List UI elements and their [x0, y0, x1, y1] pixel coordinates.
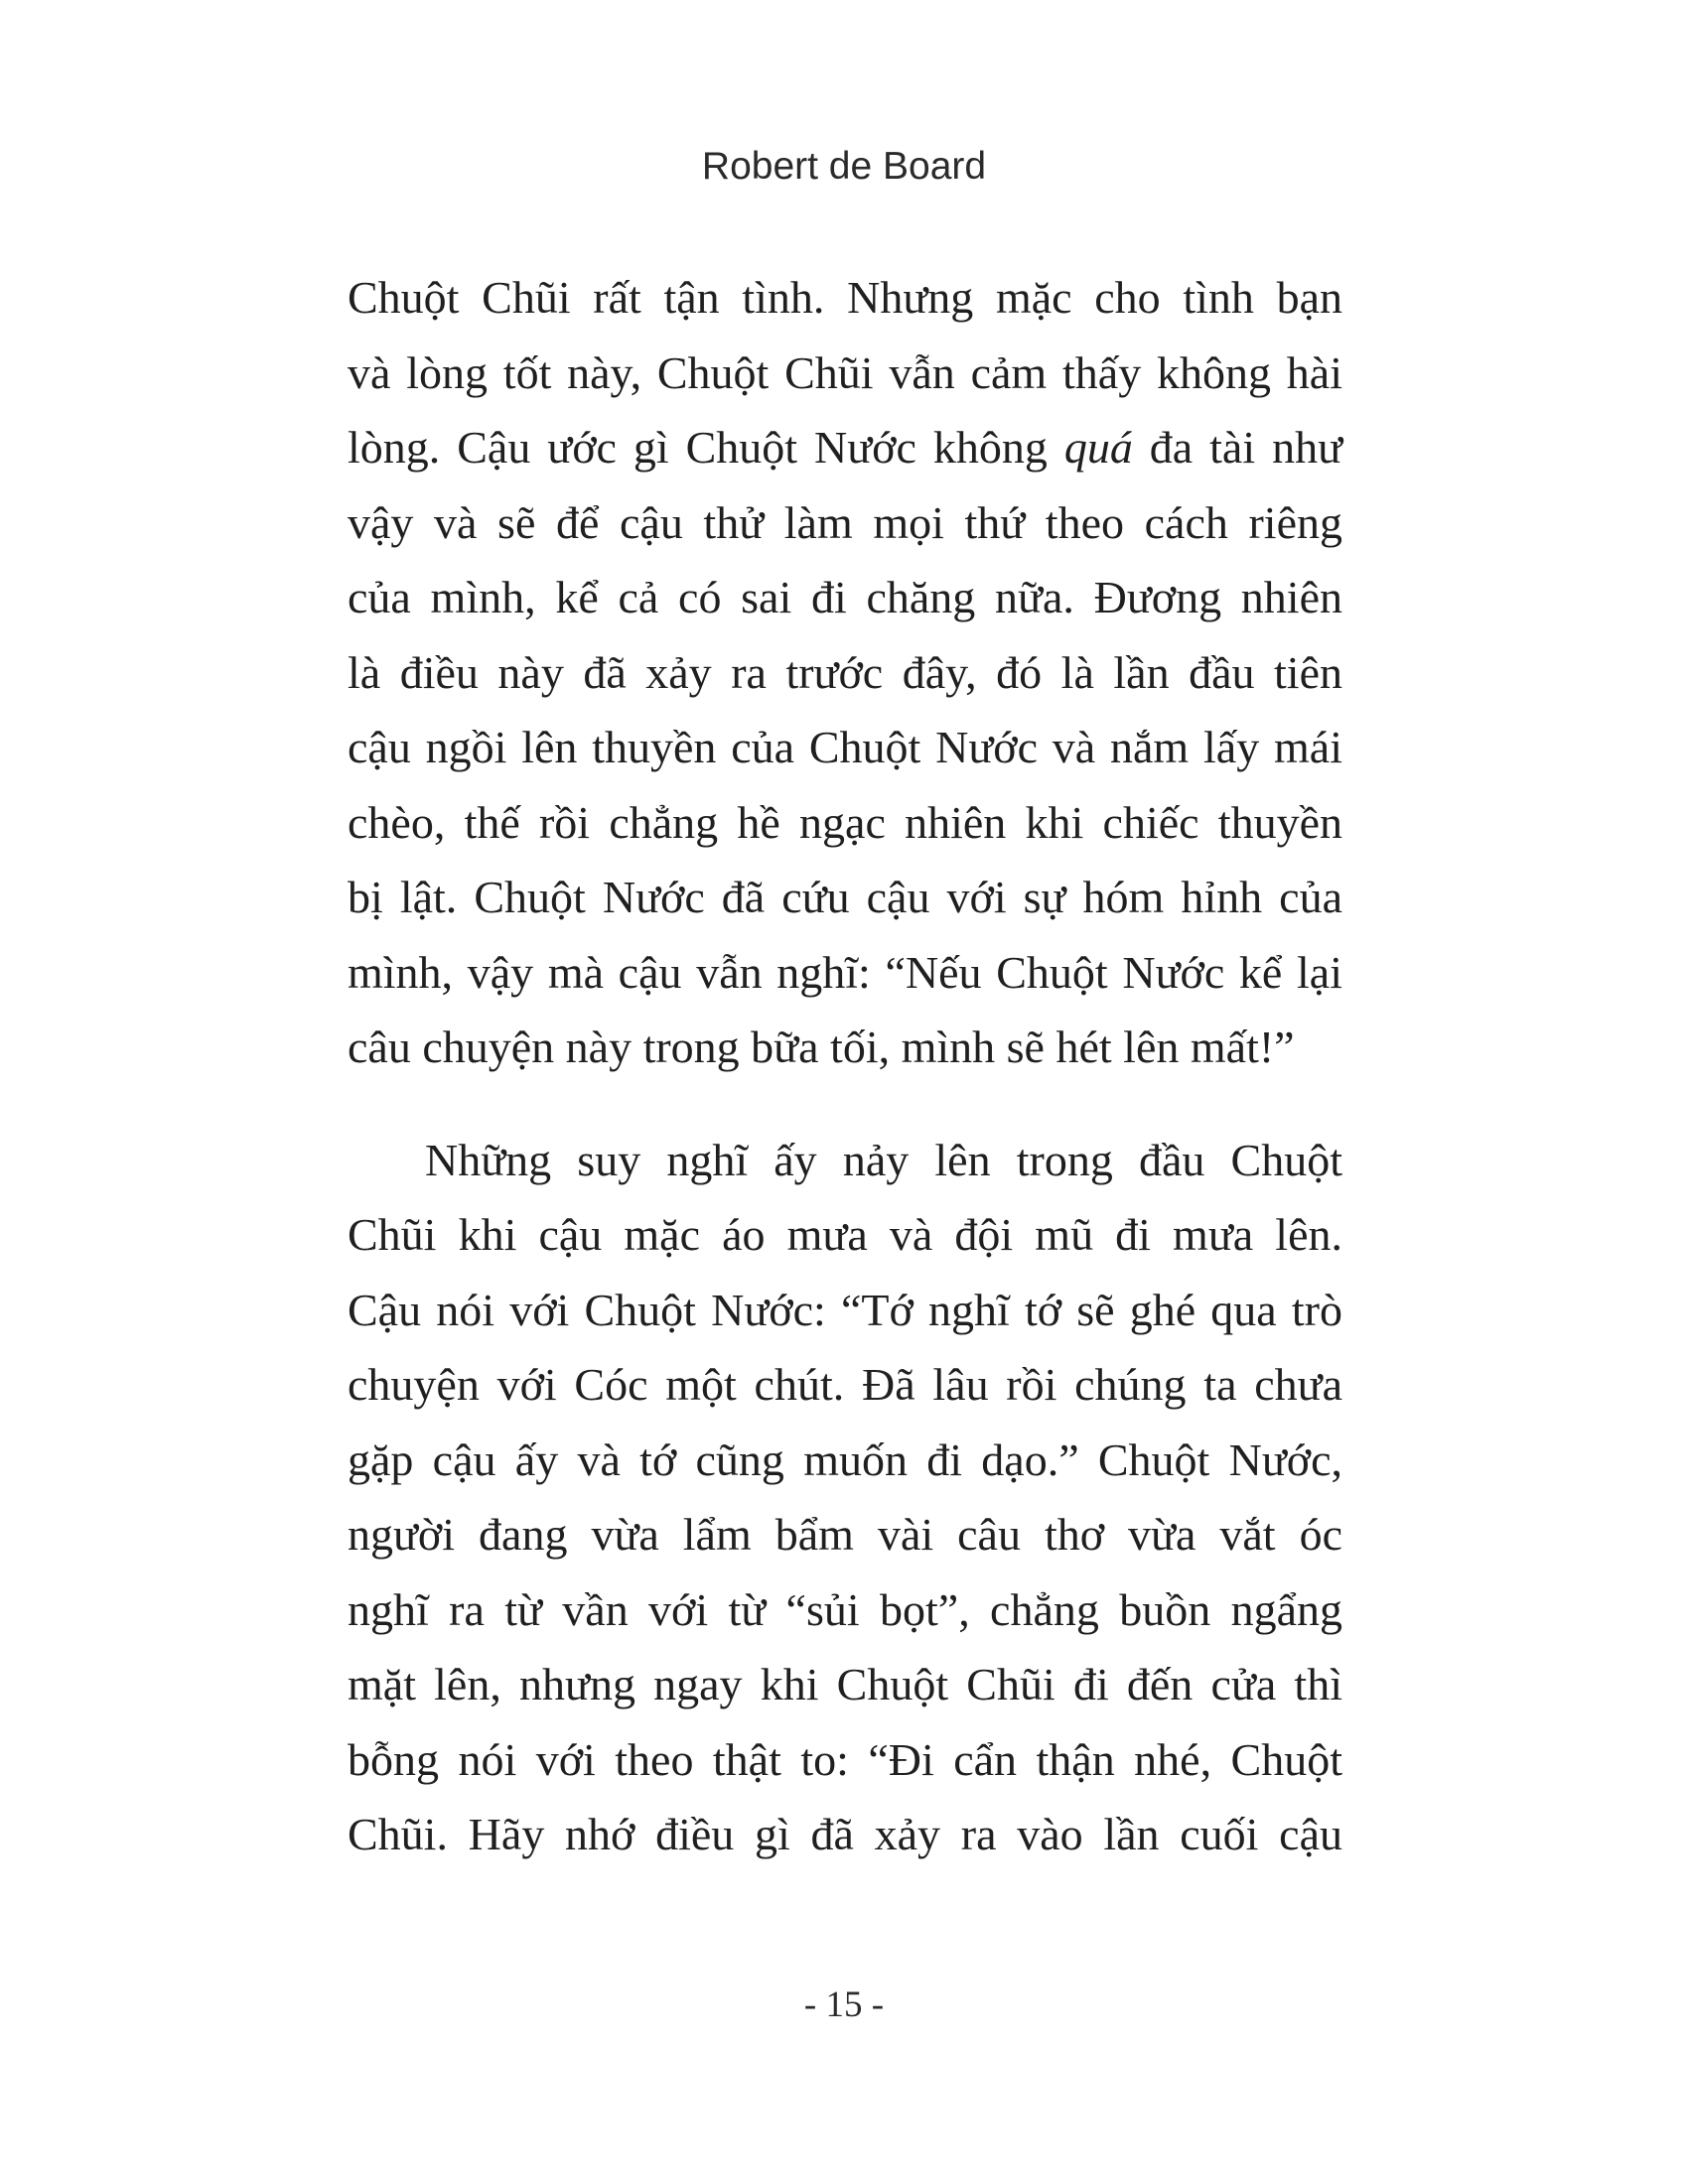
text-line: của mình, kể cả có sai đi chăng nữa. Đương nhiên	[348, 572, 1342, 622]
text-line: mình, vậy mà cậu vẫn nghĩ: “Nếu Chuột Nước kể lại	[348, 946, 1342, 998]
text-line: chuyện với Cóc một chút. Đã lâu rồi chúng ta chưa	[348, 1359, 1342, 1410]
text-line: nghĩ ra từ vần với từ “sủi bọt”, chẳng buồn ngẩng	[348, 1583, 1342, 1635]
text-line-with-emphasis	[348, 410, 1342, 485]
text-line: Cậu nói với Chuột Nước: “Tớ nghĩ tớ sẽ ghé qua trò	[348, 1284, 1342, 1335]
text-line: và lòng tốt này, Chuột Chũi vẫn cảm thấy không hài	[348, 346, 1342, 398]
text-line: gặp cậu ấy và tớ cũng muốn đi dạo.” Chuột Nước,	[348, 1433, 1342, 1485]
text-line: cậu ngồi lên thuyền của Chuột Nước và nắm lấy mái	[348, 722, 1342, 772]
text-line: bỗng nói với theo thật to: “Đi cẩn thận nhé, Chuột	[348, 1733, 1342, 1785]
paragraph-1	[348, 260, 1342, 1085]
text-run: lòng. Cậu ước gì Chuột Nước không	[348, 422, 1064, 473]
running-header-author: Robert de Board	[701, 145, 987, 188]
text-line: là điều này đã xảy ra trước đây, đó là lần đầu tiên	[348, 646, 1342, 698]
text-line: Những suy nghĩ ấy nảy lên trong đầu Chuột	[425, 1134, 1342, 1185]
text-line: người đang vừa lẩm bẩm vài câu thơ vừa vắt óc	[348, 1509, 1342, 1560]
paragraph-2	[348, 1123, 1342, 1872]
emphasized-word: quá	[1063, 422, 1133, 473]
text-line: Chũi khi cậu mặc áo mưa và đội mũ đi mưa lên.	[348, 1209, 1342, 1260]
text-line: mặt lên, nhưng ngay khi Chuột Chũi đi đến cửa thì	[348, 1659, 1342, 1709]
text-line: câu chuyện này trong bữa tối, mình sẽ hét lên mất!”	[348, 1022, 1295, 1072]
text-line: bị lật. Chuột Nước đã cứu cậu với sự hóm hỉnh của	[348, 872, 1342, 922]
text-line: Chũi. Hãy nhớ điều gì đã xảy ra vào lần cuối cậu	[348, 1809, 1342, 1859]
text-run: đa tài như	[1132, 422, 1342, 473]
text-line: chèo, thế rồi chẳng hề ngạc nhiên khi chiếc thuyền	[348, 796, 1342, 848]
page-body	[348, 260, 1342, 1872]
page-number: - 15 -	[803, 1984, 885, 2025]
text-line: Chuột Chũi rất tận tình. Nhưng mặc cho tình bạn	[348, 272, 1342, 323]
text-line: vậy và sẽ để cậu thử làm mọi thứ theo cách riêng	[348, 496, 1342, 548]
